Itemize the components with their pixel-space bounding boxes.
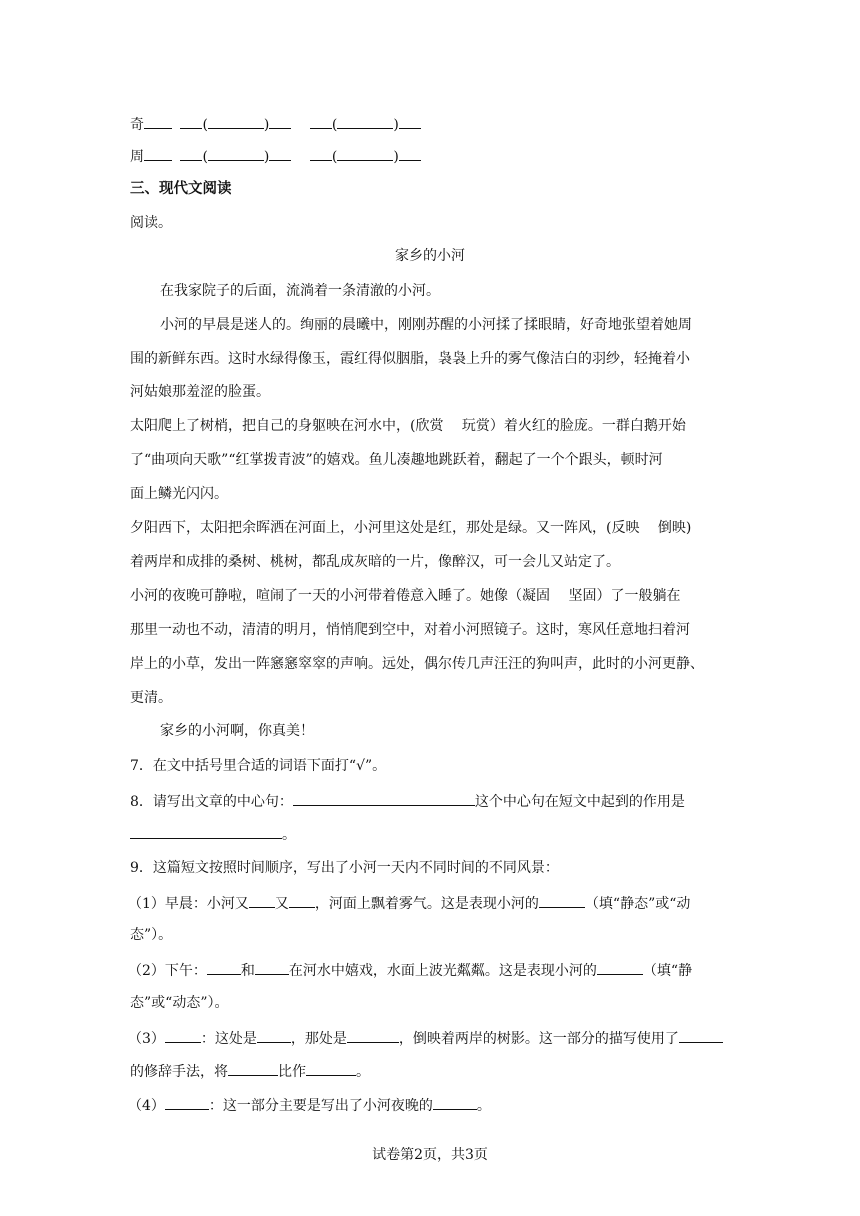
question-9-1: （1）早晨：小河又 又 ，河面上飘着雾气。这是表现小河的 （填“静态”或“动 <box>128 892 690 914</box>
passage-paragraph: 在我家院子的后面，流淌着一条清澈的小河。 <box>160 283 440 299</box>
answer-blank[interactable] <box>289 892 315 908</box>
question-9-3-cont: 的修辞手法，将 比作 。 <box>130 1060 370 1082</box>
q6-blank[interactable] <box>144 113 172 129</box>
q6-blank[interactable] <box>399 113 421 129</box>
q6-char: 奇 <box>130 117 144 133</box>
passage-line: 围的新鲜东西。这时水绿得像玉，霞红得似胭脂，袅袅上升的雾气像洁白的羽纱，轻掩着小 <box>130 351 690 367</box>
q6-blank[interactable] <box>269 145 291 161</box>
answer-blank[interactable] <box>433 1094 477 1110</box>
section-title: 三、现代文阅读 <box>130 181 232 197</box>
answer-blank[interactable] <box>257 1027 291 1043</box>
page-footer: 试卷第2页，共3页 <box>372 1147 488 1163</box>
answer-blank[interactable] <box>165 1094 209 1110</box>
answer-blank[interactable] <box>255 959 289 975</box>
answer-blank[interactable] <box>679 1027 723 1043</box>
q6-blank[interactable] <box>180 145 202 161</box>
q6-row-zhou: 周 ( ) ( ) <box>130 145 421 167</box>
q6-blank[interactable] <box>208 113 264 129</box>
question-8-cont: 。 <box>130 823 296 845</box>
question-9-1-cont: 态”）。 <box>130 927 173 943</box>
passage-line: 太阳爬上了树梢，把自己的身躯映在河水中，(欣赏 玩赏）着火红的脸庞。一群白鹅开始 <box>130 418 686 434</box>
q6-blank[interactable] <box>310 113 332 129</box>
passage-line: 那里一动也不动，清清的明月，悄悄爬到空中，对着小河照镜子。这时，寒风任意地扫着河 <box>130 622 690 638</box>
reading-prompt: 阅读。 <box>130 215 172 231</box>
question-9-3: （3） ：这处是 ，那处是 ，倒映着两岸的树影。这一部分的描写使用了 <box>128 1027 723 1049</box>
question-8: 8．请写出文章的中心句： 这个中心句在短文中起到的作用是 <box>130 790 685 812</box>
passage-line: 河姑娘那羞涩的脸蛋。 <box>130 384 270 400</box>
q6-blank[interactable] <box>144 145 172 161</box>
passage-line: 着两岸和成排的桑树、桃树，都乱成灰暗的一片，像醉汉，可一会儿又站定了。 <box>130 554 620 570</box>
q6-blank[interactable] <box>208 145 264 161</box>
passage-line: 了“曲项向天歌”“红掌拨青波”的嬉戏。鱼儿凑趣地跳跃着，翻起了一个个跟头，顿时河 <box>130 452 663 468</box>
passage-line: 面上鳞光闪闪。 <box>130 486 228 502</box>
passage-line: 小河的早晨是迷人的。绚丽的晨曦中，刚刚苏醒的小河揉了揉眼睛，好奇地张望着她周 <box>160 317 692 333</box>
passage-title: 家乡的小河 <box>395 248 465 264</box>
answer-blank[interactable] <box>228 1060 278 1076</box>
passage-line: 夕阳西下，太阳把余晖洒在河面上，小河里这处是红，那处是绿。又一阵风，(反映 倒映) <box>130 520 692 536</box>
question-7: 7．在文中括号里合适的词语下面打“√”。 <box>130 758 387 774</box>
answer-blank[interactable] <box>293 790 475 806</box>
answer-blank[interactable] <box>539 892 585 908</box>
passage-line: 小河的夜晚可静啦，喧闹了一天的小河带着倦意入睡了。她像（凝固 坚固）了一般躺在 <box>130 588 681 604</box>
answer-blank[interactable] <box>306 1060 356 1076</box>
q6-blank[interactable] <box>180 113 202 129</box>
q6-blank[interactable] <box>269 113 291 129</box>
answer-blank[interactable] <box>165 1027 201 1043</box>
q6-row-qi: 奇 ( ) ( ) <box>130 113 421 135</box>
q6-blank[interactable] <box>337 145 393 161</box>
question-9-4: （4） ：这一部分主要是写出了小河夜晚的 。 <box>128 1094 491 1116</box>
passage-line: 岸上的小草，发出一阵窸窸窣窣的声响。远处，偶尔传几声汪汪的狗叫声，此时的小河更静、 <box>130 656 704 672</box>
passage-paragraph: 家乡的小河啊，你真美！ <box>160 723 314 739</box>
answer-blank[interactable] <box>597 959 643 975</box>
q6-blank[interactable] <box>399 145 421 161</box>
question-9-2-cont: 态”或“动态”）。 <box>130 995 229 1011</box>
question-9-2: （2）下午： 和 在河水中嬉戏，水面上波光粼粼。这是表现小河的 （填“静 <box>128 959 692 981</box>
passage-line: 更清。 <box>130 690 172 706</box>
answer-blank[interactable] <box>130 823 282 839</box>
answer-blank[interactable] <box>347 1027 399 1043</box>
q6-char: 周 <box>130 149 144 165</box>
q6-blank[interactable] <box>337 113 393 129</box>
question-9: 9．这篇短文按照时间顺序，写出了小河一天内不同时间的不同风景： <box>130 860 559 876</box>
q6-blank[interactable] <box>310 145 332 161</box>
answer-blank[interactable] <box>207 959 241 975</box>
answer-blank[interactable] <box>249 892 275 908</box>
